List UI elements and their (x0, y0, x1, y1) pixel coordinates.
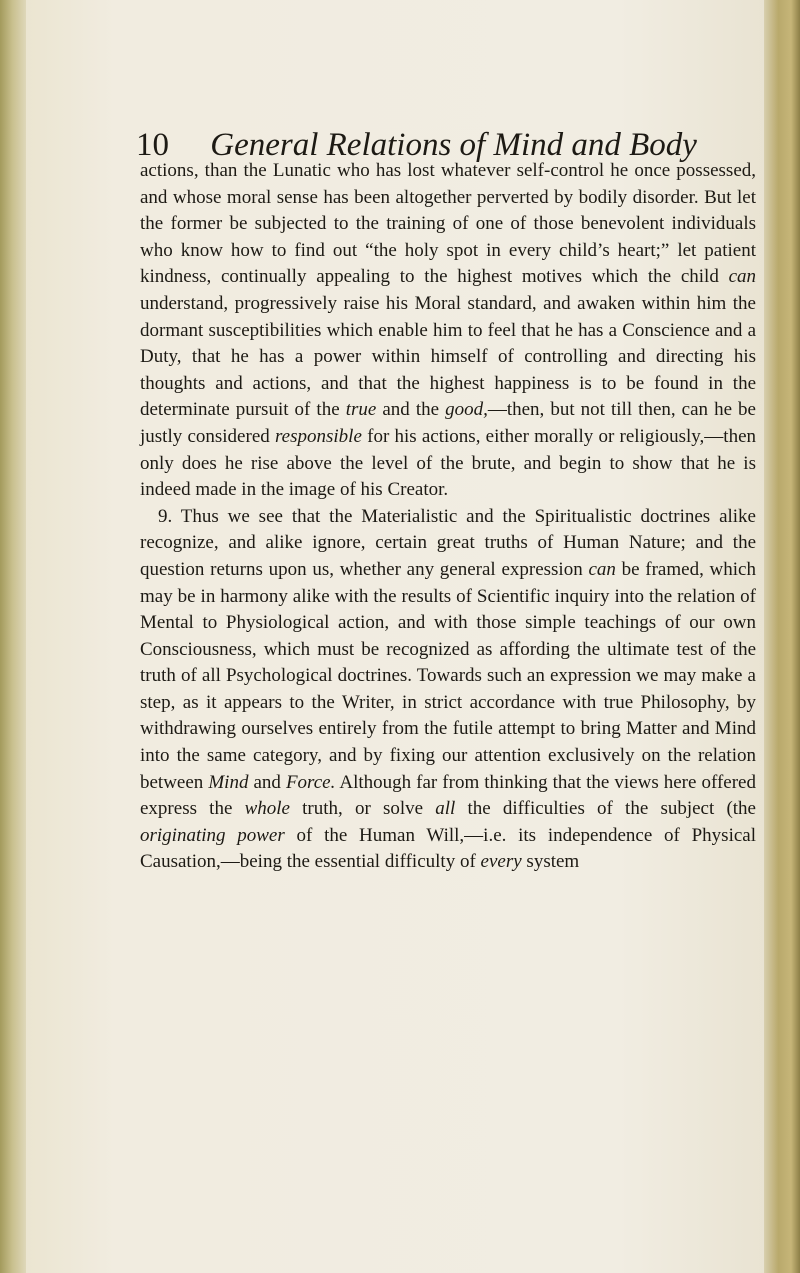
page-edge (764, 0, 800, 1273)
text-run: Although far from thinking that the views here offered express the (140, 771, 756, 820)
paragraph-1 (140, 158, 756, 504)
italic-run: good, (445, 399, 488, 421)
running-title: General Relations of Mind and Body (210, 127, 697, 163)
italic-run: true (345, 399, 377, 421)
italic-run: all (435, 798, 456, 820)
text-run: of the Human Will,—i.e. its independence of Physical Causation,—being the essential difficulty of (140, 824, 756, 873)
italic-run: every (480, 851, 522, 873)
italic-run: Mind (208, 771, 249, 793)
book-gutter-shadow (0, 0, 28, 1273)
text-run: and (248, 771, 286, 793)
text-run: the difficulties of the subject (the (455, 798, 756, 820)
italic-run: can (588, 558, 616, 580)
italic-run: responsible (274, 425, 362, 447)
italic-run: can (728, 266, 756, 288)
paragraph-2 (140, 504, 756, 876)
italic-run: originating power (140, 824, 285, 846)
text-run: for his actions, either morally or religiously,—then only does he rise above the level of the brute, and begin to show that he is indeed made in the image of his Creator. (140, 425, 757, 501)
text-run: —then, but not till then, can he be justly considered (140, 399, 756, 447)
italic-run: whole (244, 798, 290, 820)
text-run: system (521, 851, 580, 873)
text-run: understand, progressively raise his Moral standard, and awaken within him the dormant susceptibilities which enable him to feel that he has a Conscience and a Duty, that he has a power within himself of controlling and directing his thoughts and actions, and that the highest happiness is to be found in the determinate pursuit of the (140, 292, 756, 421)
text-run: actions, than the Lunatic who has lost whatever self-control he once possessed, and whose moral sense has been altogether perverted by bodily disorder. But let the former be subjected to the training of one of those benevolent individuals who know how to find out “the holy spot in every child’s heart;” let patient kindness, continually appealing to the highest motives which the child (140, 160, 756, 288)
body-text (140, 158, 756, 876)
text-run: truth, or solve (289, 798, 436, 820)
text-run: be framed, which may be in harmony alike with the results of Scientific inquiry into the relation of Mental to Physiological action, and with those simple teachings of our own Consciousness, which must be recognized as affording the ultimate test of the truth of all Psychological doctrines. Towards such an expression we may make a step, as it appears to the Writer, in strict accordance with true Philosophy, by withdrawing ourselves entirely from the futile attempt to bring Matter and Mind into the same category, and by fixing our attention exclusively on the relation between (140, 558, 756, 793)
text-run: 9. Thus we see that the Materialistic and the Spiritualistic doctrines alike recognize, and alike ignore, certain great truths of Human Nature; and the question returns upon us, whether any general expression (140, 505, 756, 580)
text-run: and the (376, 399, 446, 421)
italic-run: Force. (285, 771, 336, 793)
page-number: 10 (136, 127, 169, 163)
